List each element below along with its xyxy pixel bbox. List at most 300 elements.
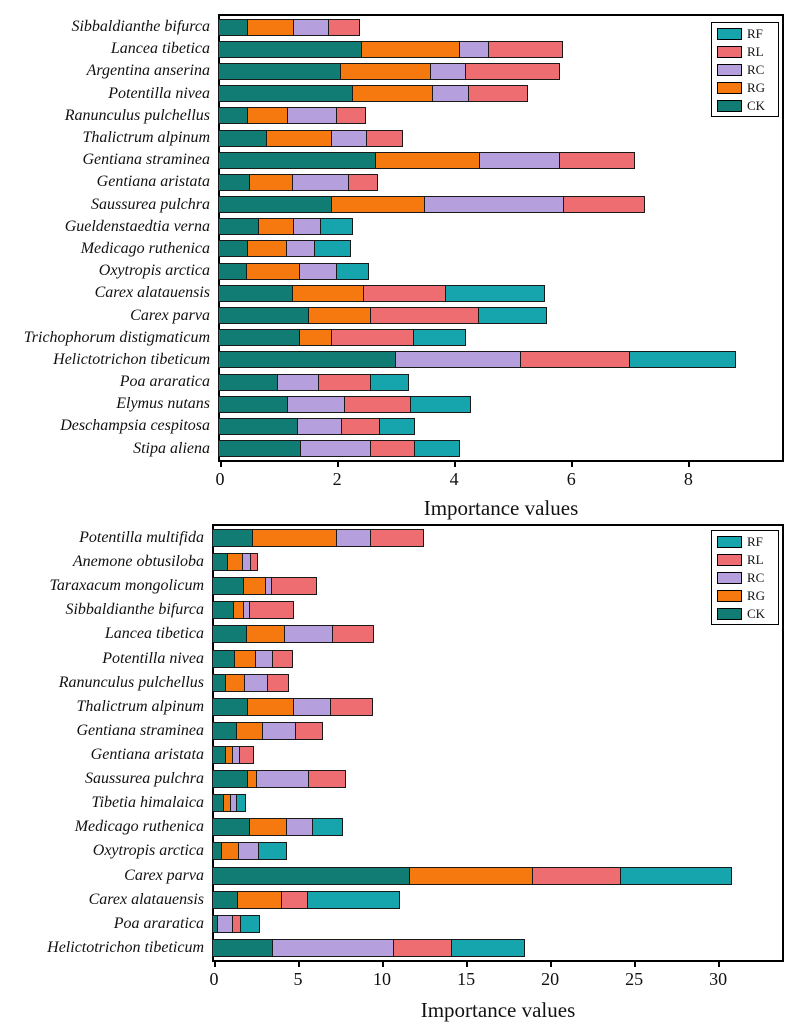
bar-segment-rg — [247, 240, 287, 257]
legend-label: RC — [747, 570, 765, 585]
bar-segment-rf — [413, 329, 466, 346]
bar-track — [218, 418, 415, 435]
legend-swatch-rf — [717, 28, 742, 40]
bar-track — [212, 553, 258, 571]
bar-track — [212, 867, 732, 885]
bar-track — [212, 722, 323, 740]
x-axis-tick — [382, 962, 384, 967]
bar-segment-rg — [247, 107, 289, 124]
bar-row — [0, 577, 780, 595]
bar-segment-ck — [218, 218, 259, 235]
bar-segment-rl — [370, 440, 415, 457]
bar-track — [218, 196, 645, 213]
bar-track — [212, 939, 525, 957]
bar-segment-rc — [244, 674, 268, 692]
bar-row — [0, 440, 780, 457]
species-label: Carex parva — [130, 306, 210, 324]
bar-row — [0, 107, 780, 124]
bar-segment-rl — [318, 374, 371, 391]
bar-segment-ck — [218, 63, 342, 80]
species-label: Potentilla nivea — [102, 649, 204, 667]
x-axis-tick — [454, 462, 456, 467]
bar-segment-ck — [218, 329, 300, 346]
bar-segment-rl — [328, 19, 360, 36]
bar-segment-rf — [258, 842, 287, 860]
bar-track — [212, 674, 289, 692]
bar-segment-rc — [238, 842, 259, 860]
bar-track — [218, 240, 351, 257]
species-label: Medicago ruthenica — [74, 818, 204, 836]
bar-segment-rc — [286, 240, 315, 257]
bar-row — [0, 818, 780, 836]
species-label: Trichophorum distigmaticum — [23, 328, 210, 346]
bar-segment-ck — [212, 770, 248, 788]
bar-segment-rf — [307, 891, 400, 909]
bar-segment-rl — [488, 41, 563, 58]
bar-segment-rl — [250, 553, 258, 571]
bar-segment-rf — [370, 374, 409, 391]
legend-label: RL — [747, 44, 764, 59]
x-axis-tick — [550, 962, 552, 967]
bar-row — [0, 240, 780, 257]
x-axis-tick — [337, 462, 339, 467]
bar-track — [212, 770, 346, 788]
bar-segment-ck — [218, 41, 363, 58]
species-label: Potentilla nivea — [108, 84, 210, 102]
legend-item — [717, 27, 773, 40]
bar-segment-rl — [559, 152, 635, 169]
bar-track — [218, 351, 736, 368]
species-label: Thalictrum alpinum — [82, 129, 210, 147]
species-label: Carex parva — [124, 866, 204, 884]
bar-track — [218, 440, 460, 457]
bar-row — [0, 196, 780, 213]
bar-segment-rl — [331, 329, 414, 346]
bar-segment-ck — [218, 263, 247, 280]
bar-segment-rf — [414, 440, 460, 457]
bar-segment-rl — [341, 418, 381, 435]
bar-row — [0, 418, 780, 435]
bar-segment-rc — [293, 19, 329, 36]
bar-segment-rf — [314, 240, 351, 257]
bar-segment-rf — [451, 939, 525, 957]
bar-segment-rg — [249, 818, 287, 836]
species-label: Oxytropis arctica — [92, 842, 204, 860]
bar-segment-rc — [292, 174, 349, 191]
species-label: Gentiana straminea — [76, 721, 204, 739]
bar-segment-rc — [287, 396, 346, 413]
bar-segment-rc — [255, 650, 273, 668]
bar-segment-rg — [352, 85, 434, 102]
bar-track — [212, 794, 246, 812]
bar-track — [218, 174, 378, 191]
bar-track — [218, 263, 369, 280]
bar-segment-ck — [212, 553, 229, 571]
legend-label: CK — [747, 98, 766, 113]
bar-segment-ck — [212, 529, 254, 547]
x-axis-tick — [214, 962, 216, 967]
bar-row — [0, 891, 780, 909]
bar-segment-ck — [218, 374, 278, 391]
bar-segment-ck — [218, 19, 248, 36]
bar-row — [0, 939, 780, 957]
bar-segment-rg — [236, 722, 263, 740]
bar-segment-rl — [393, 939, 453, 957]
legend-item — [717, 45, 773, 58]
bar-row — [0, 374, 780, 391]
bar-segment-ck — [212, 625, 248, 643]
bar-segment-rc — [459, 41, 490, 58]
bar-rows — [0, 16, 780, 460]
legend-item — [717, 535, 773, 548]
bar-segment-rf — [320, 218, 352, 235]
x-axis-tick — [688, 462, 690, 467]
bar-segment-ck — [212, 722, 238, 740]
x-axis-tick — [718, 962, 720, 967]
bar-track — [218, 307, 547, 324]
bar-segment-rf — [478, 307, 546, 324]
bar-segment-rl — [272, 650, 293, 668]
species-label: Deschampsia cespitosa — [60, 417, 210, 435]
bar-segment-rc — [293, 698, 331, 716]
x-axis-title: Importance values — [423, 496, 579, 520]
bar-segment-ck — [212, 698, 248, 716]
bar-segment-rc — [256, 770, 310, 788]
species-label: Sibbaldianthe bifurca — [71, 18, 210, 36]
species-label: Helictotrichon tibeticum — [53, 350, 210, 368]
bar-segment-rl — [330, 698, 373, 716]
bar-row — [0, 529, 780, 547]
legend-swatch-rl — [717, 46, 742, 58]
bar-segment-ck — [212, 818, 250, 836]
bar-track — [212, 915, 260, 933]
bar-segment-rg — [252, 529, 338, 547]
bar-segment-rl — [520, 351, 631, 368]
species-label: Poa araratica — [119, 373, 210, 391]
bar-segment-rc — [286, 818, 314, 836]
bar-segment-rg — [243, 577, 266, 595]
bar-segment-rl — [308, 770, 346, 788]
bar-row — [0, 174, 780, 191]
bar-track — [218, 285, 545, 302]
bar-segment-rc — [300, 440, 372, 457]
bar-track — [212, 746, 254, 764]
bar-segment-ck — [212, 601, 235, 619]
bar-segment-rg — [308, 307, 372, 324]
x-tick-label: 25 — [625, 969, 644, 989]
species-label: Gueldenstaedtia verna — [64, 217, 210, 235]
bar-track — [212, 577, 317, 595]
bar-segment-ck — [212, 650, 236, 668]
bar-row — [0, 41, 780, 58]
legend-swatch-rg — [717, 82, 742, 94]
bar-segment-rg — [361, 41, 460, 58]
legend-label: RL — [747, 552, 764, 567]
legend-swatch-rl — [717, 554, 742, 566]
bar-row — [0, 698, 780, 716]
bar-track — [212, 625, 374, 643]
bar-segment-rc — [287, 107, 337, 124]
bar-segment-rc — [293, 218, 322, 235]
species-label: Poa araratica — [113, 914, 204, 932]
legend-label: RF — [747, 534, 763, 549]
x-axis-title: Importance values — [420, 998, 576, 1022]
bar-track — [218, 107, 366, 124]
bar-row — [0, 329, 780, 346]
species-label: Saussurea pulchra — [91, 195, 210, 213]
species-label: Oxytropis arctica — [98, 262, 210, 280]
bar-track — [218, 41, 563, 58]
bar-row — [0, 794, 780, 812]
bar-row — [0, 19, 780, 36]
bar-segment-rc — [284, 625, 333, 643]
bar-track — [212, 650, 293, 668]
bar-track — [218, 329, 466, 346]
bar-track — [212, 698, 373, 716]
bar-row — [0, 218, 780, 235]
bar-row — [0, 351, 780, 368]
species-label: Ranunculus pulchellus — [64, 106, 210, 124]
bar-segment-ck — [212, 867, 410, 885]
bar-segment-rc — [272, 939, 394, 957]
legend-label: RG — [747, 80, 766, 95]
x-axis-tick — [571, 462, 573, 467]
bar-segment-rg — [266, 130, 333, 147]
bar-segment-rc — [299, 263, 338, 280]
bar-segment-ck — [218, 240, 248, 257]
bar-segment-rl — [370, 529, 423, 547]
bar-row — [0, 770, 780, 788]
legend — [711, 530, 779, 625]
bar-segment-ck — [218, 174, 250, 191]
bar-segment-rg — [247, 698, 295, 716]
x-tick-label: 15 — [457, 969, 476, 989]
bar-segment-rc — [430, 63, 466, 80]
species-label: Potentilla multifida — [79, 529, 204, 547]
bar-segment-rf — [410, 396, 471, 413]
legend-item — [717, 589, 773, 602]
bar-segment-rl — [271, 577, 318, 595]
bar-segment-rg — [299, 329, 333, 346]
bar-segment-rl — [344, 396, 411, 413]
species-label: Carex alatauensis — [88, 890, 204, 908]
bar-row — [0, 674, 780, 692]
bar-segment-ck — [218, 196, 333, 213]
bar-segment-rc — [424, 196, 565, 213]
bar-segment-rl — [295, 722, 323, 740]
bar-segment-ck — [212, 577, 245, 595]
bar-row — [0, 307, 780, 324]
species-label: Lancea tibetica — [104, 625, 204, 643]
bar-segment-ck — [218, 396, 288, 413]
bar-segment-ck — [218, 107, 248, 124]
species-label: Ranunculus pulchellus — [58, 673, 204, 691]
bar-row — [0, 722, 780, 740]
legend-label: CK — [747, 606, 766, 621]
bar-track — [218, 63, 560, 80]
legend-label: RC — [747, 62, 765, 77]
x-tick-label: 8 — [683, 469, 693, 489]
species-label: Tibetia himalaica — [91, 794, 204, 812]
bar-segment-rg — [249, 174, 293, 191]
species-label: Gentiana aristata — [96, 173, 210, 191]
bar-segment-rc — [479, 152, 561, 169]
bar-track — [212, 818, 343, 836]
legend-swatch-rc — [717, 572, 742, 584]
bar-segment-rg — [246, 625, 285, 643]
x-axis-tick — [220, 462, 222, 467]
bar-segment-rf — [236, 794, 246, 812]
bar-segment-rg — [225, 674, 246, 692]
bar-row — [0, 650, 780, 668]
legend-item — [717, 81, 773, 94]
bar-row — [0, 915, 780, 933]
x-axis-tick — [466, 962, 468, 967]
legend-swatch-rc — [717, 64, 742, 76]
bar-segment-ck — [218, 440, 301, 457]
species-label: Argentina anserina — [86, 62, 210, 80]
species-label: Gentiana aristata — [90, 746, 204, 764]
bar-row — [0, 625, 780, 643]
bar-track — [218, 374, 409, 391]
legend-swatch-ck — [717, 100, 742, 112]
species-label: Carex alatauensis — [94, 284, 210, 302]
bar-segment-rf — [620, 867, 732, 885]
species-label: Sibbaldianthe bifurca — [65, 601, 204, 619]
bar-segment-rl — [332, 625, 374, 643]
bar-segment-ck — [212, 891, 238, 909]
legend-item — [717, 571, 773, 584]
legend-label: RF — [747, 26, 763, 41]
bar-segment-ck — [218, 152, 377, 169]
bar-segment-rc — [277, 374, 320, 391]
species-label: Stipa aliena — [133, 439, 210, 457]
bar-segment-rg — [409, 867, 533, 885]
x-tick-label: 6 — [566, 469, 576, 489]
legend-label: RG — [747, 588, 766, 603]
bar-segment-rl — [366, 130, 403, 147]
bar-track — [212, 529, 424, 547]
x-tick-label: 30 — [709, 969, 728, 989]
bar-segment-ck — [218, 130, 267, 147]
legend-item — [717, 607, 773, 620]
bar-segment-ck — [218, 418, 299, 435]
bar-segment-rg — [258, 218, 295, 235]
bar-segment-ck — [218, 285, 294, 302]
species-label: Helictotrichon tibeticum — [47, 938, 204, 956]
bar-segment-rl — [465, 63, 560, 80]
bar-segment-rg — [340, 63, 431, 80]
bar-segment-rl — [348, 174, 378, 191]
bar-track — [212, 601, 294, 619]
bar-segment-rg — [331, 196, 425, 213]
bar-segment-rg — [246, 263, 300, 280]
legend — [711, 22, 779, 117]
bar-segment-rc — [331, 130, 367, 147]
bar-row — [0, 842, 780, 860]
bar-segment-rg — [375, 152, 480, 169]
species-label: Gentiana straminea — [82, 151, 210, 169]
x-tick-label: 5 — [293, 969, 303, 989]
bar-row — [0, 601, 780, 619]
bar-segment-ck — [212, 939, 274, 957]
bar-segment-ck — [218, 351, 397, 368]
legend-item — [717, 553, 773, 566]
bar-segment-rg — [292, 285, 364, 302]
species-label: Thalictrum alpinum — [76, 697, 204, 715]
bar-track — [218, 130, 403, 147]
bar-segment-rg — [234, 650, 256, 668]
bar-segment-rl — [563, 196, 644, 213]
bar-segment-rl — [239, 746, 254, 764]
bar-segment-rl — [267, 674, 289, 692]
bar-segment-rc — [297, 418, 342, 435]
x-tick-label: 0 — [215, 469, 225, 489]
bar-track — [218, 85, 528, 102]
bar-segment-rl — [249, 601, 294, 619]
bar-track — [212, 842, 287, 860]
bar-row — [0, 263, 780, 280]
bar-segment-rl — [532, 867, 622, 885]
bar-segment-rf — [629, 351, 736, 368]
bar-row — [0, 63, 780, 80]
bar-track — [218, 152, 635, 169]
x-axis-tick — [634, 962, 636, 967]
bar-row — [0, 152, 780, 169]
species-label: Saussurea pulchra — [85, 770, 204, 788]
bar-segment-ck — [218, 85, 353, 102]
bar-row — [0, 867, 780, 885]
legend-swatch-rf — [717, 536, 742, 548]
bar-row — [0, 396, 780, 413]
bar-track — [218, 19, 360, 36]
importance-chart-bottom — [0, 512, 800, 1024]
x-tick-label: 20 — [541, 969, 560, 989]
bar-row — [0, 285, 780, 302]
bar-track — [212, 891, 400, 909]
legend-swatch-ck — [717, 608, 742, 620]
species-label: Lancea tibetica — [110, 40, 210, 58]
bar-segment-rc — [262, 722, 296, 740]
species-label: Medicago ruthenica — [80, 239, 210, 257]
legend-item — [717, 99, 773, 112]
bar-segment-rf — [379, 418, 415, 435]
bar-track — [218, 396, 471, 413]
bar-segment-rg — [247, 19, 294, 36]
bar-segment-rc — [432, 85, 469, 102]
bar-row — [0, 85, 780, 102]
bar-segment-rc — [336, 529, 371, 547]
bar-segment-rl — [363, 285, 447, 302]
bar-segment-rf — [240, 915, 260, 933]
bar-segment-rc — [395, 351, 521, 368]
bar-segment-rl — [336, 107, 366, 124]
bar-segment-rg — [221, 842, 240, 860]
bar-segment-rl — [281, 891, 309, 909]
x-tick-label: 10 — [373, 969, 392, 989]
x-tick-label: 0 — [209, 969, 219, 989]
bar-rows — [0, 526, 780, 960]
bar-track — [218, 218, 353, 235]
bar-segment-ck — [218, 307, 309, 324]
species-label: Taraxacum mongolicum — [49, 577, 204, 595]
bar-segment-rg — [237, 891, 282, 909]
x-axis-tick — [298, 962, 300, 967]
bar-row — [0, 130, 780, 147]
bar-row — [0, 746, 780, 764]
bar-segment-rf — [312, 818, 343, 836]
x-tick-label: 4 — [449, 469, 459, 489]
